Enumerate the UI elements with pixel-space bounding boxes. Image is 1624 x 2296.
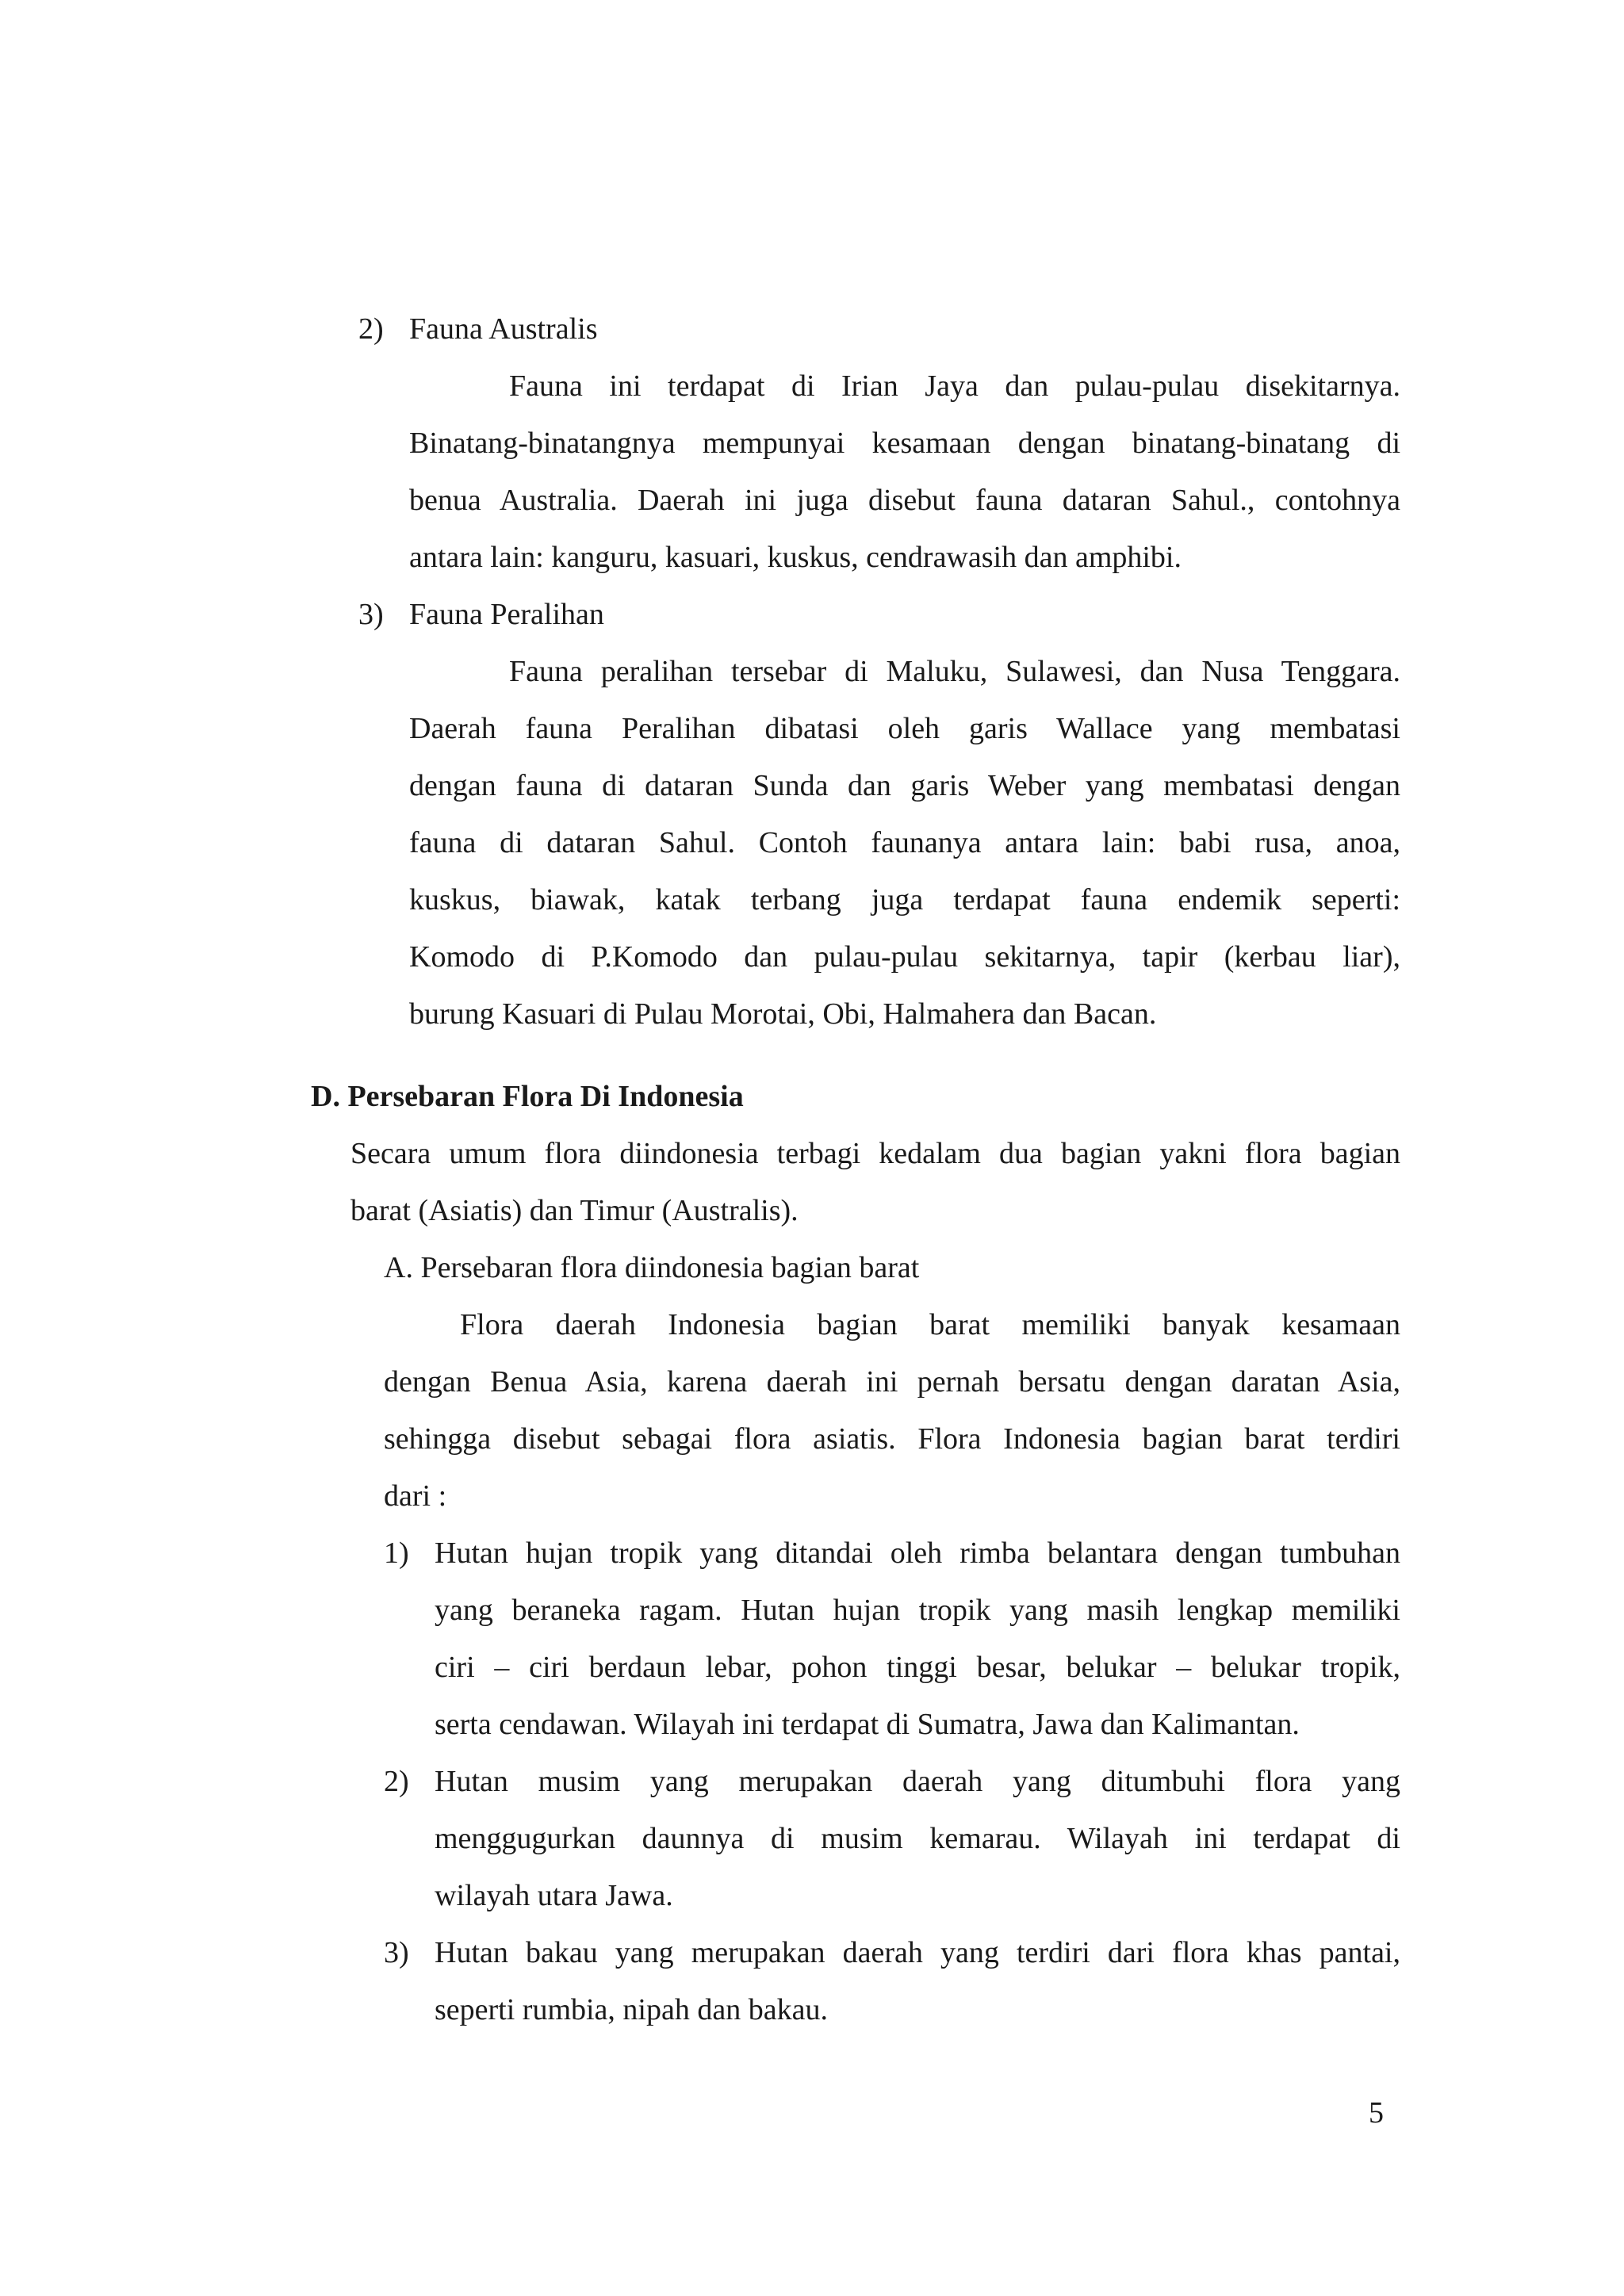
list-marker-3: 3): [358, 598, 384, 631]
list-marker-2: 2): [384, 1765, 409, 1798]
list-item-line: wilayah utara Jawa.: [435, 1879, 673, 1912]
paragraph-line: benua Australia. Daerah ini juga disebut fauna dataran Sahul., contohnya: [409, 484, 1400, 517]
list-item-line: Hutan musim yang merupakan daerah yang ditumbuhi flora yang: [435, 1765, 1400, 1798]
paragraph-line: Binatang-binatangnya mempunyai kesamaan dengan binatang-binatang di: [409, 427, 1400, 460]
paragraph-line: fauna di dataran Sahul. Contoh faunanya antara lain: babi rusa, anoa,: [409, 826, 1400, 859]
paragraph-line: barat (Asiatis) dan Timur (Australis).: [350, 1194, 799, 1227]
list-item-line: yang beraneka ragam. Hutan hujan tropik yang masih lengkap memiliki: [435, 1594, 1400, 1627]
page-number: 5: [1369, 2096, 1384, 2130]
list-item-line: menggugurkan daunnya di musim kemarau. Wilayah ini terdapat di: [435, 1822, 1400, 1855]
paragraph-line: dengan fauna di dataran Sunda dan garis Weber yang membatasi dengan: [409, 769, 1400, 802]
list-marker-3: 3): [384, 1936, 409, 1969]
item-title-fauna-australis: Fauna Australis: [409, 312, 598, 346]
paragraph-line: kuskus, biawak, katak terbang juga terdapat fauna endemik seperti:: [409, 883, 1400, 916]
paragraph-line: dengan Benua Asia, karena daerah ini pernah bersatu dengan daratan Asia,: [384, 1365, 1400, 1399]
list-item-line: serta cendawan. Wilayah ini terdapat di Sumatra, Jawa dan Kalimantan.: [435, 1708, 1300, 1741]
paragraph-line: Flora daerah Indonesia bagian barat memiliki banyak kesamaan: [460, 1308, 1400, 1341]
paragraph-line: Daerah fauna Peralihan dibatasi oleh garis Wallace yang membatasi: [409, 712, 1400, 745]
paragraph-line: burung Kasuari di Pulau Morotai, Obi, Halmahera dan Bacan.: [409, 997, 1157, 1031]
paragraph-line: Secara umum flora diindonesia terbagi kedalam dua bagian yakni flora bagian: [350, 1137, 1400, 1170]
paragraph-line: antara lain: kanguru, kasuari, kuskus, cendrawasih dan amphibi.: [409, 541, 1182, 574]
list-item-line: Hutan bakau yang merupakan daerah yang terdiri dari flora khas pantai,: [435, 1936, 1400, 1969]
subsection-heading: A. Persebaran flora diindonesia bagian barat: [384, 1251, 920, 1284]
list-item-line: Hutan hujan tropik yang ditandai oleh rimba belantara dengan tumbuhan: [435, 1536, 1400, 1570]
list-item-line: seperti rumbia, nipah dan bakau.: [435, 1993, 828, 2026]
section-heading: D. Persebaran Flora Di Indonesia: [311, 1080, 744, 1113]
paragraph-line: Fauna peralihan tersebar di Maluku, Sulawesi, dan Nusa Tenggara.: [509, 655, 1400, 688]
item-title-fauna-peralihan: Fauna Peralihan: [409, 598, 604, 631]
list-marker-2: 2): [358, 312, 384, 346]
list-marker-1: 1): [384, 1536, 409, 1570]
paragraph-line: Komodo di P.Komodo dan pulau-pulau sekitarnya, tapir (kerbau liar),: [409, 940, 1400, 974]
paragraph-line: Fauna ini terdapat di Irian Jaya dan pulau-pulau disekitarnya.: [509, 369, 1400, 403]
paragraph-line: dari :: [384, 1479, 447, 1513]
list-item-line: ciri – ciri berdaun lebar, pohon tinggi besar, belukar – belukar tropik,: [435, 1651, 1400, 1684]
paragraph-line: sehingga disebut sebagai flora asiatis. Flora Indonesia bagian barat terdiri: [384, 1422, 1400, 1456]
